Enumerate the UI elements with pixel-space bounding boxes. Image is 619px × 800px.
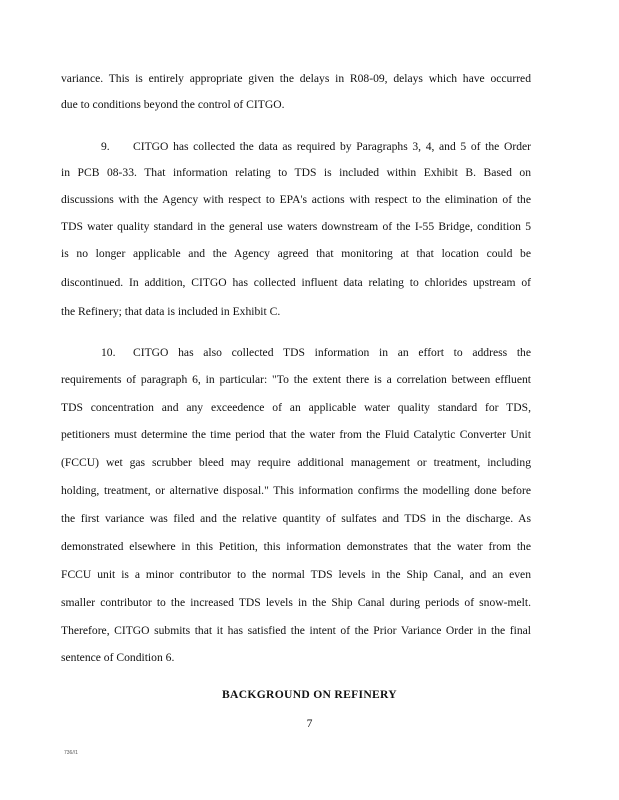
paragraph-9-lead-text: CITGO has collected the data as required by Paragraphs 3, 4, and 5 of the Order	[133, 140, 531, 153]
paragraph-line: discussions with the Agency with respect to EPA's actions with respect to the elimination of the	[61, 193, 531, 206]
paragraph-line: is no longer applicable and the Agency agreed that monitoring at that location could be	[61, 247, 531, 260]
continuation-line: variance. This is entirely appropriate given the delays in R08-09, delays which have occurred	[61, 72, 531, 85]
paragraph-line: in PCB 08-33. That information relating to TDS is included within Exhibit B. Based on	[61, 166, 531, 179]
paragraph-line: petitioners must determine the time period that the water from the Fluid Catalytic Converter Unit	[61, 428, 531, 441]
paragraph-line: requirements of paragraph 6, in particular: "To the extent there is a correlation between effluent	[61, 373, 531, 386]
paragraph-line: (FCCU) wet gas scrubber bleed may require additional management or treatment, including	[61, 456, 531, 469]
paragraph-10-number: 10.	[101, 346, 116, 359]
paragraph-10-lead-text: CITGO has also collected TDS information in an effort to address the	[133, 346, 531, 359]
paragraph-line: sentence of Condition 6.	[61, 651, 175, 664]
page-number: 7	[306, 717, 313, 730]
paragraph-line: discontinued. In addition, CITGO has collected influent data relating to chlorides upstream of	[61, 276, 531, 289]
paragraph-9-number: 9.	[101, 140, 110, 153]
paragraph-line: the Refinery; that data is included in Exhibit C.	[61, 305, 281, 318]
paragraph-line: Therefore, CITGO submits that it has satisfied the intent of the Prior Variance Order in the final	[61, 624, 531, 637]
paragraph-line: the first variance was filed and the relative quantity of sulfates and TDS in the discharge. As	[61, 512, 531, 525]
paragraph-line: holding, treatment, or alternative disposal." This information confirms the modelling done before	[61, 484, 531, 497]
footer-document-code: 736//1	[64, 750, 78, 756]
paragraph-line: smaller contributor to the increased TDS levels in the Ship Canal during periods of snow-melt.	[61, 596, 531, 609]
section-heading: BACKGROUND ON REFINERY	[222, 688, 397, 701]
paragraph-line: demonstrated elsewhere in this Petition, this information demonstrates that the water from the	[61, 540, 531, 553]
paragraph-9-first-line	[101, 139, 531, 155]
paragraph-line: TDS water quality standard in the general use waters downstream of the I-55 Bridge, condition 5	[61, 220, 531, 233]
paragraph-line: FCCU unit is a minor contributor to the normal TDS levels in the Ship Canal, and an even	[61, 568, 531, 581]
continuation-line: due to conditions beyond the control of CITGO.	[61, 98, 285, 111]
paragraph-line: TDS concentration and any exceedence of an applicable water quality standard for TDS,	[61, 401, 531, 414]
paragraph-10-first-line	[101, 345, 531, 361]
